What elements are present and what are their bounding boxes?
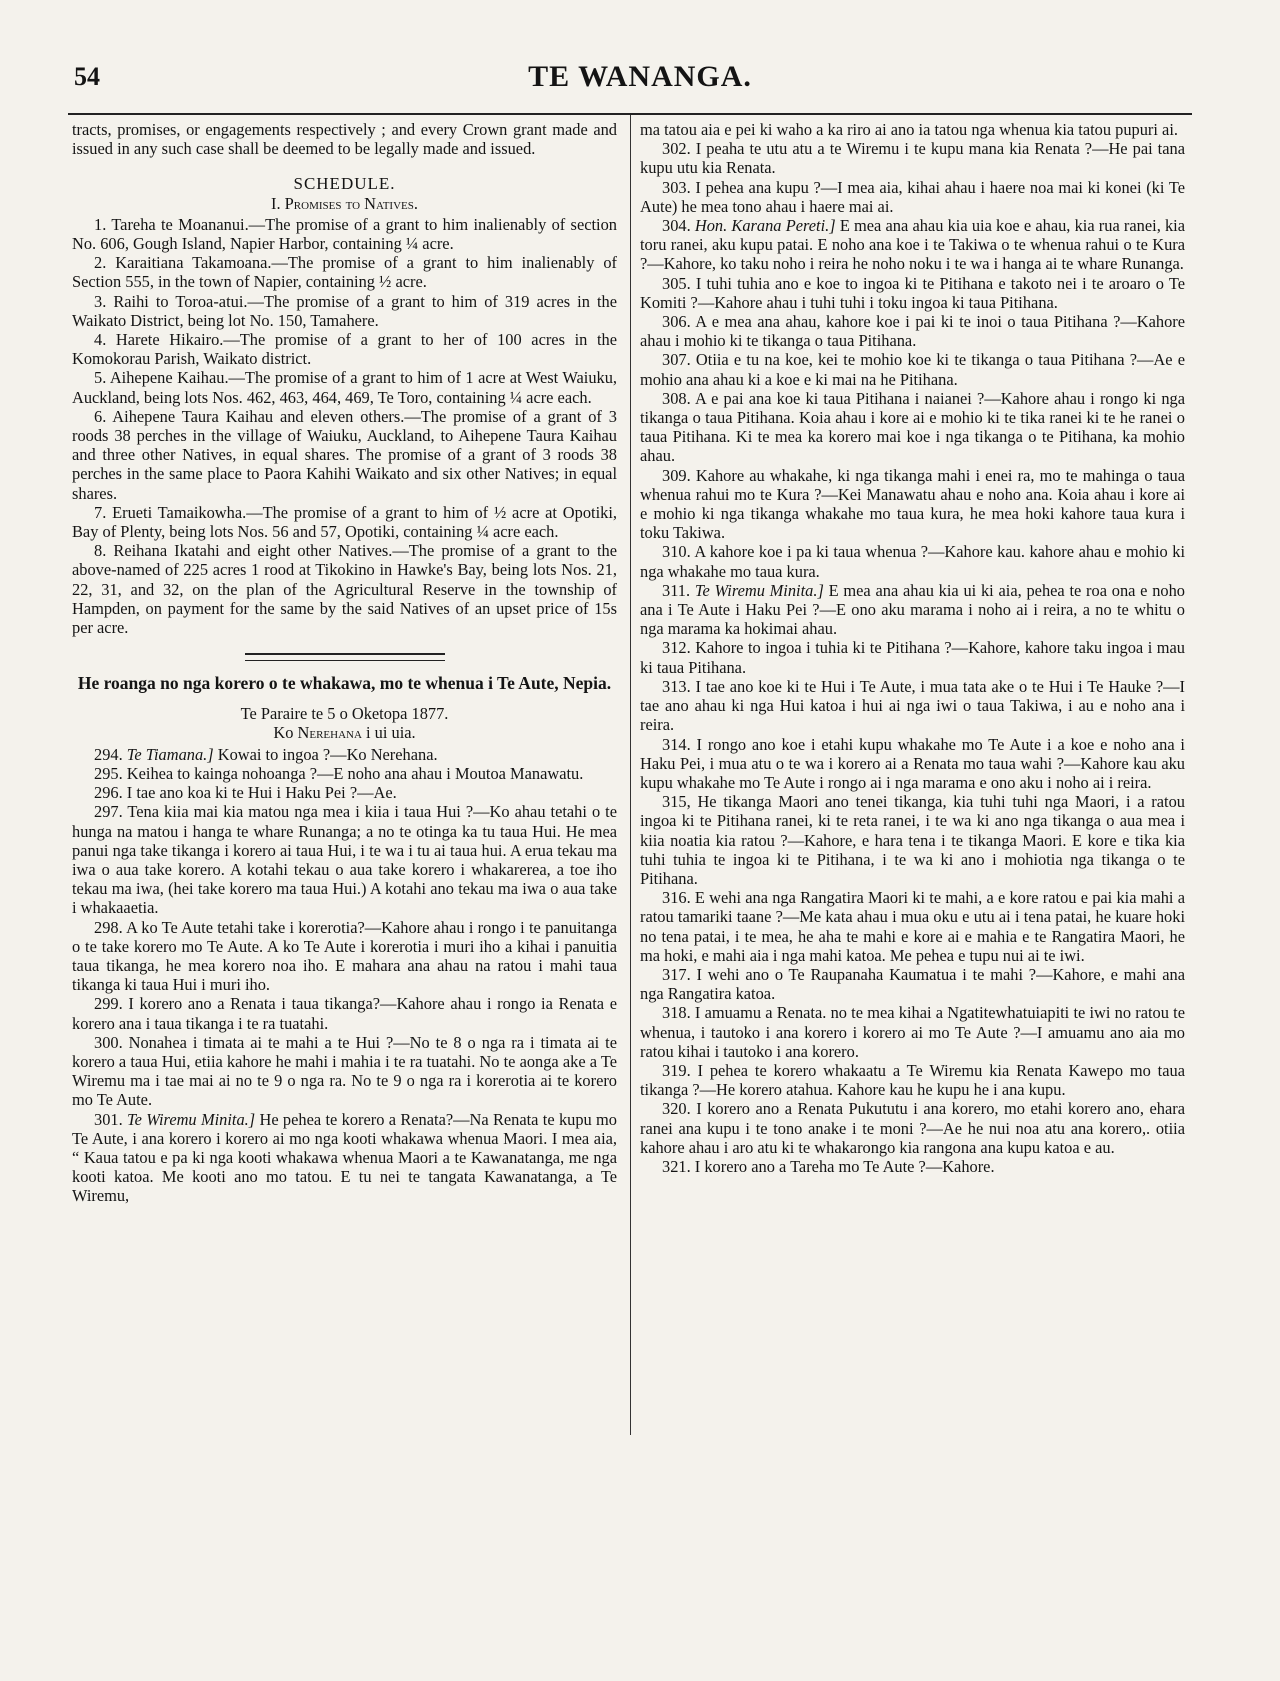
- entry-text: Keihea to kainga nohoanga ?—E noho ana ahau i Moutoa Manawatu.: [126, 763, 584, 783]
- left-testimony: [72, 745, 617, 1206]
- entry-text: E mea ana ahau kia uia koe e ahau, kia rua ranei, kia toru ranei, aku kupu patai. E noho ana koe i te Takiwa o te whenua rahui o te Kura ?—Kahore, ko taku noho i reira he noho noku i te wa i hanga ai te whare Runanga.: [640, 216, 1185, 274]
- entry-number: 319.: [662, 1060, 691, 1080]
- entry-number: 294.: [94, 744, 123, 764]
- entry-text: He tikanga Maori ano tenei tikanga, kia tuhi tuhi nga Maori, i a ratou ingoa ki te Pitihana ranei, ki te reta ranei, i te wa ki ano nga tikanga o aua mea i kiia noatia kia ratou ?—Kahore, e hara tena i te tikanga Maori. E kore e tika kia tuhi tuhia te ingoa ki te Pitihana, i te wa ki ano i mohiotia nga tikanga o te Pitihana.: [640, 792, 1185, 888]
- entry-number: 307.: [662, 350, 691, 370]
- testimony-entry: [72, 918, 617, 995]
- entry-text: I peaha te utu atu a te Wiremu i te kupu mana kia Renata ?—He pai tana kupu utu kia Renata.: [640, 139, 1185, 178]
- entry-number: 311.: [662, 580, 691, 600]
- entry-text: A kahore koe i pa ki taua whenua ?—Kahore kau. kahore ahau e mohio ki nga whakahe mo taua kura.: [640, 542, 1185, 581]
- testimony-entry: [640, 274, 1185, 312]
- entry-text: E wehi ana nga Rangatira Maori ki te mahi, a e kore ratou e pai kia mahi a ratou tamariki taane ?—Me kata ahau i mua oku e utu ai i tena patai, he kuare hoki no tena patai, i te mea, he aha te mahi e kore ai e mahia e te Rangatira Maori, he ma hoki, e mahi aia i nga mahi katoa. Me pehea e tupu nui ai te iwi.: [640, 888, 1185, 965]
- entry-number: 309.: [662, 465, 691, 485]
- entry-text: A e mea ana ahau, kahore koe i pai ki te inoi o taua Pitihana ?—Kahore ahau i mohio ki te tikanga o taua Pitihana.: [640, 312, 1185, 351]
- entry-text: Kahore au whakahe, ki nga tikanga mahi i enei ra, mo te mahinga o taua whenua rahui mo te Kura ?—Kei Manawatu ahau e noho ana. Koia ahau i kore ai e mohio ki nga tikanga whakahe mo taua kura, he mea hoki kahore taua kura i toku Takiwa.: [640, 465, 1185, 543]
- schedule-list: [72, 215, 617, 637]
- entry-speaker: Te Tiamana.]: [126, 744, 214, 764]
- entry-text: Otiia e tu na koe, kei te mohio koe ki te tikanga o taua Pitihana ?—Ae e mohio ana ahau ki a koe e ki mai na he Pitihana.: [640, 350, 1185, 389]
- witness-suffix: i ui uia.: [366, 723, 416, 743]
- entry-number: 308.: [662, 388, 691, 408]
- entry-number: 299.: [94, 994, 123, 1014]
- testimony-entry: [640, 1099, 1185, 1157]
- witness-prefix: Ko: [273, 723, 294, 743]
- entry-number: 296.: [94, 783, 123, 803]
- testimony-entry: [640, 1061, 1185, 1099]
- testimony-entry: [640, 638, 1185, 676]
- testimony-entry: [72, 764, 617, 783]
- entry-number: 301.: [94, 1109, 123, 1129]
- entry-text: I tuhi tuhia ano e koe to ingoa ki te Pitihana e takoto nei i te aroaro o Te Komiti ?—Kahore ahau i tuhi tuhi i toku ingoa ki taua Pitihana.: [640, 273, 1185, 312]
- entry-text: Nonahea i timata ai te mahi a te Hui ?—No te 8 o nga ra i timata ai te korero a taua Hui, etiia kahore he mahi i mahia i te ra tuatahi. No te aonga ake a Te Wiremu ma i tae mai ai no te 9 o nga ra. No te 9 o nga ra i korerotia ai te korero mo Te Aute.: [72, 1032, 617, 1110]
- entry-text: A e pai ana koe ki taua Pitihana i naianei ?—Kahore ahau i rongo ki nga tikanga o taua Pitihana. Koia ahau i kore ai e mohio ki te tika ranei ki te he ranei o taua Pitihana. Ki te mea ka korero mai koe i nga tikanga o te Pitihana, ka mohio ahau.: [640, 388, 1185, 466]
- entry-number: 312.: [662, 638, 691, 658]
- section-heading: I. Promises to Natives.: [271, 193, 418, 213]
- testimony-entry: [640, 216, 1185, 274]
- entry-text: Kahore to ingoa i tuhia ki te Pitihana ?—Kahore, kahore taku ingoa i mau ki taua Pitihana.: [640, 638, 1185, 677]
- testimony-entry: [640, 677, 1185, 735]
- schedule-item: 8. Reihana Ikatahi and eight other Natives.—The promise of a grant to the above-named of 225 acres 1 rood at Tikokino in Hawke's Bay, being lots Nos. 21, 22, 31, and 32, on the plan of the Agricultural Reserve in the township of Hampden, on payment for the same by the said Natives of an upset price of 15s per acre.: [72, 541, 617, 638]
- column-divider: [630, 115, 631, 1435]
- entry-text: I korero ano a Renata Pukututu i ana korero, mo etahi korero ano, ehara ranei ana kupu i te tono anake i te moni ?—Ae he nui noa atu ana korero,. otiia kahore ahau i aro atu ki te whakarongo kia rangona ana kupu katoa e au.: [640, 1099, 1185, 1157]
- entry-text: E mea ana ahau kia ui ki aia, pehea te roa ona e noho ana i Te Aute i Haku Pei ?—E ono aku marama i noho ai i reira, a no te whitu o nga marama ka hokimai ahau.: [640, 580, 1185, 639]
- schedule-item: 4. Harete Hikairo.—The promise of a grant to her of 100 acres in the Komokorau Parish, Waikato district.: [72, 330, 617, 369]
- section-divider: [245, 653, 445, 661]
- entry-text: He pehea te korero a Renata?—Na Renata te kupu mo Te Aute, i ana korero i korero ai mo nga kooti whakawa whenua Maori. I mea aia, “ Kaua tatou e pa ki nga kooti whakawa whenua Maori a te Kawanatanga, me nga kooti katoa. Me kooti ano mo tatou. E tu nei te tangata Kawanatanga, a Te Wiremu,: [72, 1109, 617, 1206]
- entry-number: 317.: [662, 964, 691, 984]
- testimony-entry: [72, 745, 617, 764]
- schedule-item: 2. Karaitiana Takamoana.—The promise of a grant to him inalienably of Section 555, in the town of Napier, containing ½ acre.: [72, 253, 617, 292]
- testimony-entry: [640, 542, 1185, 580]
- schedule-item: 3. Raihi to Toroa-atui.—The promise of a grant to him of 319 acres in the Waikato District, being lot No. 150, Tamahere.: [72, 291, 617, 330]
- entry-text: I wehi ano o Te Raupanaha Kaumatua i te mahi ?—Kahore, e mahi ana nga Rangatira katoa.: [640, 964, 1185, 1004]
- entry-speaker: Hon. Karana Pereti.]: [694, 216, 836, 236]
- entry-text: I korero ano a Tareha mo Te Aute ?—Kahore.: [694, 1156, 995, 1176]
- entry-text: I tae ano koa ki te Hui i Haku Pei ?—Ae.: [126, 783, 397, 803]
- testimony-entry: [640, 735, 1185, 793]
- page-number: 54: [74, 62, 100, 91]
- testimony-entry: [640, 888, 1185, 965]
- entry-number: 300.: [94, 1032, 123, 1052]
- dateline: Te Paraire te 5 o Oketopa 1877.: [240, 704, 449, 724]
- entry-number: 310.: [662, 542, 691, 562]
- testimony-entry: [640, 350, 1185, 388]
- entry-text: I pehea te korero whakaatu a Te Wiremu kia Renata Kawepo mo taua tikanga ?—He korero atahua. Kahore kau he kupu he i ana kupu.: [640, 1060, 1185, 1100]
- entry-number: 315,: [662, 792, 691, 812]
- entry-text: A ko Te Aute tetahi take i korerotia?—Kahore ahau i rongo i te panuitanga o te take korero mo Te Aute. A ko Te Aute i korerotia i muri iho a kihai i panuitia taua tikanga, he mea korero noa iho. E mahara ana ahau na ratou i mahi taua tikanga ki taua Hui i muri iho.: [72, 917, 617, 995]
- entry-text: I pehea ana kupu ?—I mea aia, kihai ahau i haere noa mai ki konei (ki Te Aute) he mea tono ahau i haere mai ai.: [640, 177, 1185, 216]
- testimony-entry: [640, 1003, 1185, 1061]
- testimony-entry: [640, 581, 1185, 639]
- testimony-entry: [72, 802, 617, 917]
- schedule-item: 5. Aihepene Kaihau.—The promise of a grant to him of 1 acre at West Waiuku, Auckland, being lots Nos. 462, 463, 464, 469, Te Toro, containing ¼ acre each.: [72, 368, 617, 407]
- schedule-item: 6. Aihepene Taura Kaihau and eleven others.—The promise of a grant of 3 roods 38 perches in the village of Waiuku, Auckland, to Aihepene Taura Kaihau and three other Natives, in equal shares. The promise of a grant of 3 roods 38 perches in the same place to Paora Kahihi Waikato and six other Natives; in equal shares.: [72, 406, 617, 503]
- testimony-entry: [72, 1033, 617, 1110]
- left-column: [72, 120, 617, 1440]
- entry-number: 303.: [662, 177, 691, 197]
- right-testimony: [640, 139, 1185, 1176]
- testimony-entry: [72, 1110, 617, 1206]
- entry-text: I tae ano koe ki te Hui i Te Aute, i mua tata ake o te Hui i Te Hauke ?—I tae ano ahau ki nga Hui katoa i hui ai nga iwi o taua Takiwa, i au e noho ana i reira.: [640, 676, 1185, 735]
- entry-number: 313.: [662, 676, 691, 696]
- entry-text: I korero ano a Renata i taua tikanga?—Kahore ahau i rongo ia Renata e korero ana i taua tikanga i te ra tuatahi.: [72, 994, 617, 1033]
- entry-speaker: Te Wiremu Minita.]: [694, 580, 824, 600]
- entry-number: 304.: [662, 216, 691, 236]
- entry-number: 320.: [662, 1099, 691, 1119]
- testimony-entry: [640, 1157, 1185, 1176]
- testimony-entry: [72, 994, 617, 1032]
- testimony-entry: [640, 178, 1185, 216]
- entry-number: 295.: [94, 763, 123, 783]
- testimony-entry: [640, 389, 1185, 466]
- witness-name: Nerehana: [297, 723, 362, 743]
- testimony-entry: [640, 792, 1185, 888]
- entry-text: I rongo ano koe i etahi kupu whakahe mo Te Aute i a koe e noho ana i Haku Pei, i mua atu o te wa i korero ai a Renata mo taua wahi ?—Kahore kau aku kupu whakahe mo Te Aute i rongo ai i nga marama e ono aku i noho ai i reira.: [640, 734, 1185, 792]
- entry-number: 316.: [662, 888, 691, 908]
- entry-number: 314.: [662, 734, 691, 754]
- schedule-item: 1. Tareha te Moananui.—The promise of a grant to him inalienably of section No. 606, Gough Island, Napier Harbor, containing ¼ acre.: [72, 214, 617, 254]
- entry-number: 306.: [662, 312, 691, 332]
- testimony-entry: [72, 783, 617, 802]
- entry-text: I amuamu a Renata. no te mea kihai a Ngatitewhatuiapiti te iwi no ratou te whenua, i tautoko i ana korero i korero ai mo Te Aute ?—I amuamu ano aia mo ratou kihai i tautoko i ana korero.: [640, 1003, 1185, 1061]
- entry-number: 297.: [94, 802, 123, 822]
- entry-number: 321.: [662, 1156, 691, 1176]
- right-column: [640, 120, 1185, 1440]
- entry-text: Tena kiia mai kia matou nga mea i kiia i taua Hui ?—Ko ahau tetahi o te hunga na matou i hanga te whare Runanga; a no te otinga ka tu taua Hui. He mea panui nga take tikanga i korero ai taua Hui, i te wa i tu ai taua hui. A erua tekau ma iwa o aua take korero. A kotahi tekau o aua take korero i whakarerea, a toe iho tekau ma iwa, (hei take korero ma taua Hui.) A kotahi ano tekau ma iwa o aua take i whakaaetia.: [72, 802, 617, 918]
- testimony-entry: [640, 312, 1185, 350]
- schedule-heading: SCHEDULE.: [293, 174, 396, 194]
- masthead-title: TE WANANGA.: [528, 60, 752, 93]
- entry-text: Kowai to ingoa ?—Ko Nerehana.: [217, 744, 438, 764]
- testimony-entry: [640, 466, 1185, 543]
- entry-speaker: Te Wiremu Minita.]: [127, 1109, 256, 1129]
- witness-line: [72, 723, 617, 742]
- continuation-paragraph: ma tatou aia e pei ki waho a ka riro ai ano ia tatou nga whenua kia tatou pupuri ai.: [640, 120, 1178, 139]
- entry-number: 302.: [662, 139, 691, 159]
- entry-number: 318.: [662, 1003, 691, 1023]
- testimony-entry: [640, 139, 1185, 177]
- intro-paragraph: tracts, promises, or engagements respectively ; and every Crown grant made and issued in any such case shall be deemed to be legally made and issued.: [72, 120, 617, 159]
- testimony-entry: [640, 965, 1185, 1003]
- schedule-item: 7. Erueti Tamaikowha.—The promise of a grant to him of ½ acre at Opotiki, Bay of Plenty, being lots Nos. 56 and 57, Opotiki, containing ¼ acre each.: [72, 502, 617, 542]
- article-title: He roanga no nga korero o te whakawa, mo te whenua i Te Aute, Nepia.: [77, 673, 612, 694]
- entry-number: 305.: [662, 273, 691, 293]
- entry-number: 298.: [94, 917, 123, 937]
